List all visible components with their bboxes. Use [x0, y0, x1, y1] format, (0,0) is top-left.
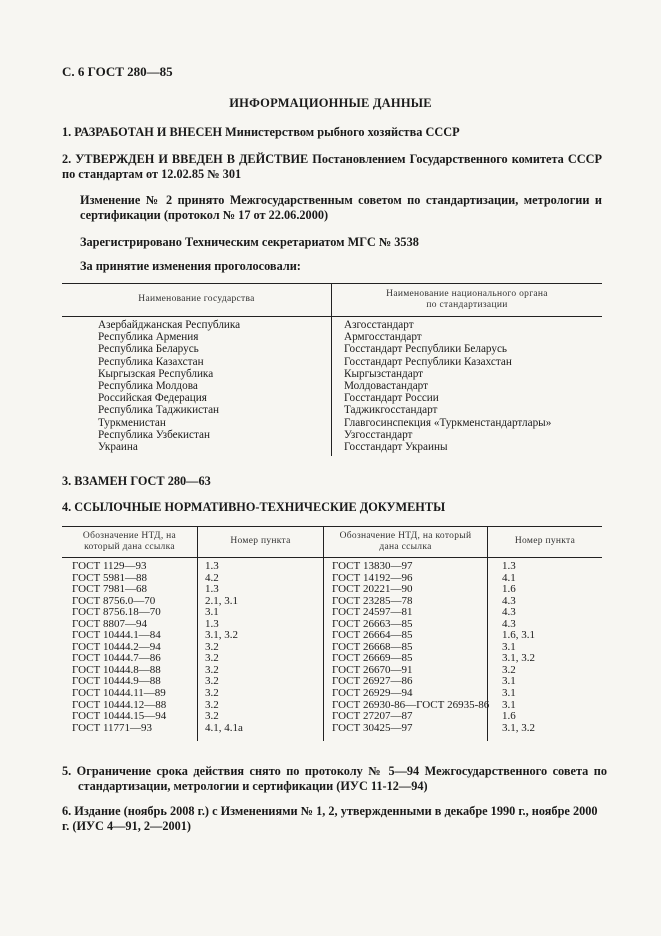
ref-doc: ГОСТ 26929—94 [332, 687, 413, 700]
ref-doc: ГОСТ 26668—85 [332, 640, 413, 653]
ref-table-top-rule [62, 526, 602, 527]
vote-bodies-column [344, 319, 551, 453]
ref-num: 4.3 [502, 617, 516, 630]
vote-body: Кыргызстандарт [344, 367, 424, 380]
ref-num: 1.3 [502, 560, 516, 572]
section-5 [62, 764, 607, 794]
ref-num: 1.6, 3.1 [502, 629, 535, 642]
ref-doc: ГОСТ 5981—88 [72, 571, 147, 584]
vote-country: Республика Беларусь [98, 343, 199, 356]
vote-body: Главгосинспекция «Туркменстандартлары» [344, 416, 552, 429]
ref-num: 3.1, 3.2 [205, 629, 238, 642]
ref-right-nums [502, 561, 535, 734]
vote-countries-column [98, 319, 240, 453]
ref-num: 3.2 [205, 663, 219, 676]
ref-doc: ГОСТ 10444.11—89 [72, 687, 166, 700]
ref-left-nums [205, 561, 243, 734]
vote-header-body-line2: по стандартизации [426, 300, 508, 310]
document-title: ИНФОРМАЦИОННЫЕ ДАННЫЕ [229, 96, 432, 110]
ref-num: 1.3 [205, 560, 219, 572]
ref-doc: ГОСТ 10444.7—86 [72, 652, 161, 665]
ref-num: 4.1 [502, 571, 516, 584]
vote-country: Республика Таджикистан [98, 404, 220, 417]
registration-note: Зарегистрировано Техническим секретариатом МГС № 3538 [80, 235, 419, 249]
ref-doc: ГОСТ 10444.2—94 [72, 640, 161, 653]
vote-table-top-rule [62, 283, 602, 284]
ref-doc: ГОСТ 1129—93 [72, 560, 147, 572]
page-header: С. 6 ГОСТ 280—85 [62, 64, 173, 79]
ref-body-divider-3 [487, 557, 488, 741]
ref-num: 3.2 [502, 663, 516, 676]
ref-doc: ГОСТ 10444.8—88 [72, 663, 161, 676]
item-2-label: 2. УТВЕРЖДЕН И ВВЕДЕН В ДЕЙСТВИЕ [62, 152, 309, 166]
section-4: 4. ССЫЛОЧНЫЕ НОРМАТИВНО-ТЕХНИЧЕСКИЕ ДОКУМЕНТЫ [62, 500, 446, 514]
ref-doc: ГОСТ 26670—91 [332, 663, 413, 676]
ref-header-num: Номер пункта [230, 536, 291, 546]
ref-right-docs [332, 561, 489, 734]
ref-doc: ГОСТ 8807—94 [72, 617, 147, 630]
vote-body: Госстандарт России [344, 392, 439, 405]
vote-header-country: Наименование государства [138, 294, 255, 304]
ref-num: 4.3 [502, 594, 516, 607]
ref-num: 3.1 [502, 687, 516, 700]
item-2-approved [62, 152, 602, 182]
vote-table-header-rule [62, 316, 602, 317]
ref-doc: ГОСТ 23285—78 [332, 594, 413, 607]
section-3: 3. ВЗАМЕН ГОСТ 280—63 [62, 474, 211, 488]
section-5-text: 5. Ограничение срока действия снято по протоколу № 5—94 Межгосударственного совета по стандартизации, метрологии и сертификации (ИУС 11-12—94) [62, 764, 607, 793]
ref-header-num-2: Номер пункта [514, 536, 576, 546]
change-note: Изменение № 2 принято Межгосударственным советом по стандартизации, метрологии и сертификации (протокол № 17 от 22.06.2000) [80, 193, 602, 222]
ref-num: 1.3 [205, 617, 219, 630]
ref-doc: ГОСТ 10444.12—88 [72, 698, 167, 711]
vote-header-body-line1: Наименование национального органа [386, 289, 548, 299]
ref-header-doc-line2: который дана ссылка [84, 542, 175, 552]
ref-doc: ГОСТ 30425—97 [332, 721, 413, 734]
ref-num: 1.6 [502, 710, 516, 723]
ref-doc: ГОСТ 8756.0—70 [72, 594, 156, 607]
ref-num: 3.2 [205, 640, 219, 653]
vote-country: Кыргызская Республика [98, 367, 214, 380]
ref-doc: ГОСТ 26663—85 [332, 617, 413, 630]
vote-body: Госстандарт Республики Казахстан [344, 355, 512, 368]
ref-header-doc2-line1: Обозначение НТД, на который [339, 531, 472, 541]
ref-doc: ГОСТ 11771—93 [72, 721, 153, 734]
ref-num: 4.3 [502, 606, 516, 619]
ref-doc: ГОСТ 26930-86—ГОСТ 26935-86 [332, 698, 490, 711]
ref-num: 3.2 [205, 652, 219, 665]
ref-num: 3.1 [205, 606, 219, 619]
vote-body: Таджикгосстандарт [344, 404, 438, 417]
ref-doc: ГОСТ 13830—97 [332, 560, 413, 572]
ref-num: 1.6 [502, 583, 516, 596]
ref-header-doc-line1: Обозначение НТД, на [82, 531, 177, 541]
section-6: 6. Издание (ноябрь 2008 г.) с Изменениями № 1, 2, утвержденными в декабре 1990 г., ноябре 2000 г. (ИУС 4—91, 2—2001) [62, 804, 598, 833]
vote-body: Госстандарт Украины [344, 441, 448, 454]
ref-num: 3.1, 3.2 [502, 721, 535, 734]
ref-body-divider-1 [197, 557, 198, 741]
ref-num: 1.3 [205, 583, 219, 596]
ref-doc: ГОСТ 14192—96 [332, 571, 413, 584]
item-1-text: Министерством рыбного хозяйства СССР [225, 125, 460, 139]
ref-doc: ГОСТ 7981—68 [72, 583, 147, 596]
vote-body: Армгосстандарт [344, 331, 422, 344]
ref-table-header-rule [62, 557, 602, 558]
vote-country: Республика Узбекистан [98, 428, 210, 441]
vote-body: Молдовастандарт [344, 380, 429, 393]
ref-doc: ГОСТ 26927—86 [332, 675, 413, 688]
ref-header-doc [62, 531, 197, 553]
ref-header-doc2-line2: дана ссылка [379, 542, 432, 552]
vote-body: Азгосстандарт [344, 319, 414, 331]
vote-country: Республика Армения [98, 331, 199, 344]
ref-num: 3.2 [205, 675, 219, 688]
vote-country: Азербайджанская Республика [98, 319, 241, 331]
vote-body: Узгосстандарт [344, 428, 413, 441]
ref-num: 4.2 [205, 571, 219, 584]
ref-num: 3.2 [205, 710, 219, 723]
ref-num: 2.1, 3.1 [205, 594, 238, 607]
vote-country: Туркменистан [98, 416, 166, 429]
ref-doc: ГОСТ 27207—87 [332, 710, 413, 723]
ref-doc: ГОСТ 20221—90 [332, 583, 413, 596]
vote-country: Республика Молдова [98, 380, 198, 393]
vote-body: Госстандарт Республики Беларусь [344, 343, 508, 356]
ref-num: 3.1, 3.2 [502, 652, 535, 665]
ref-doc: ГОСТ 10444.9—88 [72, 675, 161, 688]
vote-table-body-divider [331, 316, 332, 456]
vote-header-body [332, 289, 602, 311]
ref-doc: ГОСТ 26669—85 [332, 652, 413, 665]
ref-num: 3.1 [502, 698, 516, 711]
vote-country: Украина [98, 441, 138, 454]
ref-doc: ГОСТ 26664—85 [332, 629, 413, 642]
item-1-label: 1. РАЗРАБОТАН И ВНЕСЕН [62, 125, 223, 139]
ref-num: 3.2 [205, 698, 219, 711]
ref-num: 3.2 [205, 687, 219, 700]
ref-doc: ГОСТ 24597—81 [332, 606, 413, 619]
ref-num: 3.1 [502, 640, 516, 653]
vote-country: Республика Казахстан [98, 355, 204, 368]
ref-num: 4.1, 4.1а [205, 721, 243, 734]
ref-body-divider-2 [323, 557, 324, 741]
ref-num: 3.1 [502, 675, 516, 688]
ref-header-doc-2 [324, 531, 487, 553]
ref-left-docs [72, 561, 166, 734]
ref-doc: ГОСТ 10444.1—84 [72, 629, 161, 642]
ref-doc: ГОСТ 8756.18—70 [72, 606, 161, 619]
item-1-developed [62, 125, 602, 140]
item-2-text: Постановлением Государственного комитета СССР по стандартам от 12.02.85 № 301 [62, 152, 602, 181]
vote-heading: За принятие изменения проголосовали: [80, 259, 301, 273]
vote-country: Российская Федерация [98, 392, 207, 405]
ref-doc: ГОСТ 10444.15—94 [72, 710, 167, 723]
